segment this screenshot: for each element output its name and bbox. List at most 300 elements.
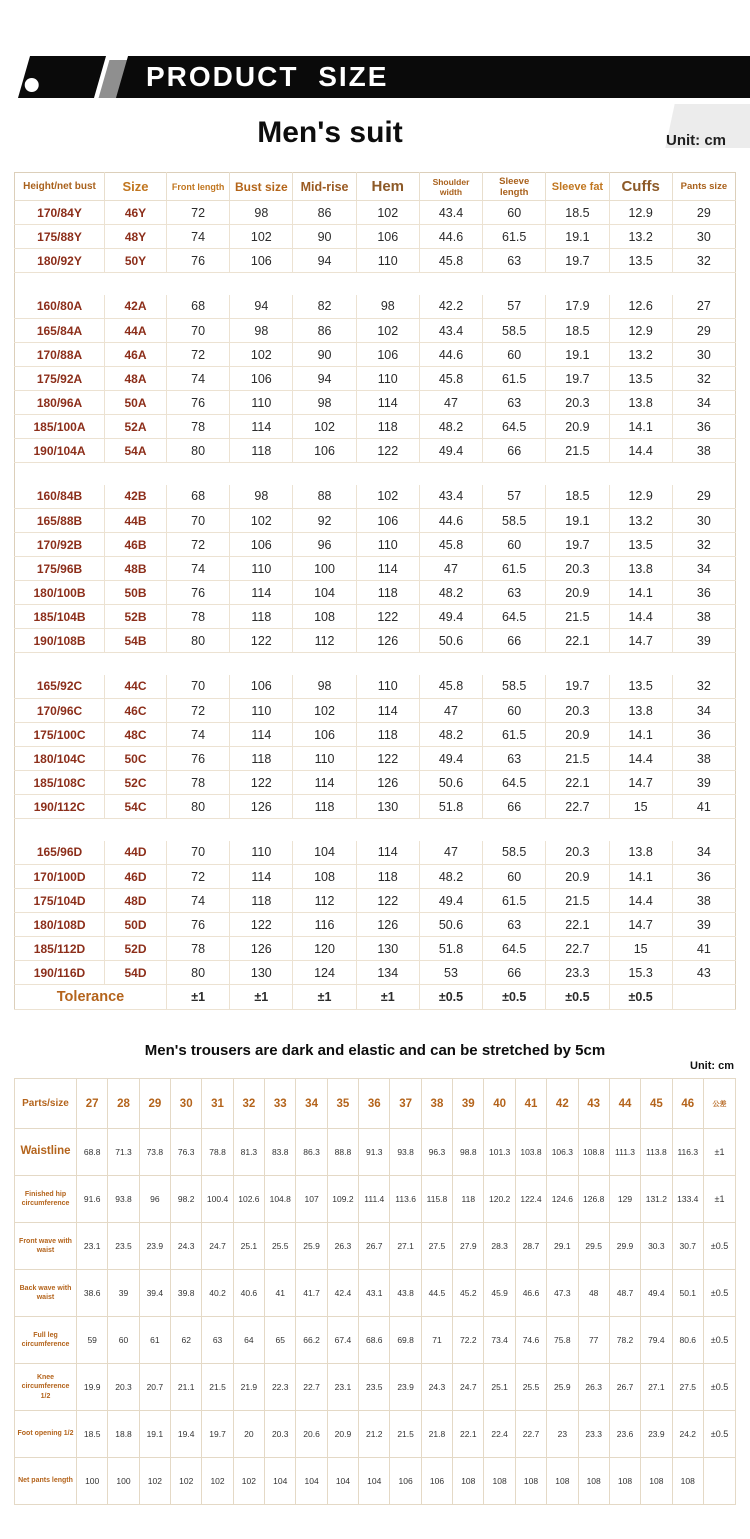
measure-value-cell: 78.2	[609, 1317, 640, 1364]
value-cell: 64.5	[483, 605, 546, 629]
value-cell: 20.3	[546, 557, 609, 581]
size-cell: 50A	[105, 391, 167, 415]
value-cell: 74	[167, 367, 230, 391]
value-cell: 58.5	[483, 841, 546, 865]
height-bust-cell: 170/100D	[15, 865, 105, 889]
suit-size-row	[15, 249, 736, 273]
tolerance-value-cell: ±1	[230, 985, 293, 1010]
suit-size-row	[15, 201, 736, 225]
value-cell: 34	[672, 841, 735, 865]
value-cell: 98	[230, 201, 293, 225]
value-cell: 20.9	[546, 723, 609, 747]
measure-value-cell: 126.8	[578, 1176, 609, 1223]
measure-row-label: Foot opening 1/2	[15, 1411, 77, 1458]
size-cell: 54C	[105, 795, 167, 819]
measure-value-cell: 108.8	[578, 1129, 609, 1176]
measure-value-cell: 101.3	[484, 1129, 515, 1176]
value-cell: 39	[672, 771, 735, 795]
measure-value-cell: 100	[108, 1458, 139, 1505]
trousers-measure-row	[15, 1129, 736, 1176]
value-cell: 102	[230, 343, 293, 367]
measure-value-cell: 63	[202, 1317, 233, 1364]
value-cell: 80	[167, 795, 230, 819]
suit-size-row	[15, 889, 736, 913]
measure-value-cell: 21.8	[421, 1411, 452, 1458]
group-spacer-row	[15, 819, 736, 841]
height-bust-cell: 175/96B	[15, 557, 105, 581]
measure-value-cell: 27.5	[421, 1223, 452, 1270]
value-cell: 18.5	[546, 485, 609, 509]
value-cell: 13.5	[609, 675, 672, 699]
value-cell: 122	[230, 771, 293, 795]
height-bust-cell: 160/84B	[15, 485, 105, 509]
value-cell: 104	[293, 581, 356, 605]
value-cell: 118	[230, 889, 293, 913]
size-cell: 52B	[105, 605, 167, 629]
suit-size-row	[15, 961, 736, 985]
measure-value-cell: 79.4	[641, 1317, 672, 1364]
value-cell: 36	[672, 415, 735, 439]
trousers-measure-row	[15, 1176, 736, 1223]
measure-row-label: Knee circumference 1/2	[15, 1364, 77, 1411]
measure-value-cell: 23.3	[578, 1411, 609, 1458]
suit-size-row	[15, 913, 736, 937]
height-bust-cell: 170/96C	[15, 699, 105, 723]
value-cell: 48.2	[419, 581, 482, 605]
measure-value-cell: 102	[233, 1458, 264, 1505]
value-cell: 64.5	[483, 771, 546, 795]
size-cell: 42B	[105, 485, 167, 509]
value-cell: 78	[167, 937, 230, 961]
value-cell: 61.5	[483, 889, 546, 913]
size-column-header: 34	[296, 1079, 327, 1129]
size-column-header: 30	[171, 1079, 202, 1129]
measure-value-cell: 19.4	[171, 1411, 202, 1458]
height-bust-cell: 180/104C	[15, 747, 105, 771]
suit-size-row	[15, 841, 736, 865]
value-cell: 76	[167, 913, 230, 937]
measure-value-cell: 23.9	[390, 1364, 421, 1411]
value-cell: 63	[483, 913, 546, 937]
value-cell: 32	[672, 533, 735, 557]
measure-value-cell: 78.8	[202, 1129, 233, 1176]
value-cell: 122	[356, 605, 419, 629]
measure-value-cell: 22.7	[515, 1411, 546, 1458]
value-cell: 108	[293, 865, 356, 889]
suit-size-row	[15, 367, 736, 391]
measure-value-cell: 103.8	[515, 1129, 546, 1176]
measure-value-cell: 27.1	[641, 1364, 672, 1411]
value-cell: 122	[356, 747, 419, 771]
value-cell: 29	[672, 319, 735, 343]
measure-value-cell: 76.3	[171, 1129, 202, 1176]
value-cell: 14.1	[609, 581, 672, 605]
value-cell: 30	[672, 343, 735, 367]
value-cell: 13.2	[609, 225, 672, 249]
value-cell: 78	[167, 605, 230, 629]
value-cell: 114	[356, 699, 419, 723]
measure-value-cell: 74.6	[515, 1317, 546, 1364]
value-cell: 114	[356, 841, 419, 865]
measure-value-cell: 67.4	[327, 1317, 358, 1364]
measure-value-cell: 116.3	[672, 1129, 703, 1176]
value-cell: 12.6	[609, 295, 672, 319]
measure-value-cell: 21.1	[171, 1364, 202, 1411]
value-cell: 13.8	[609, 557, 672, 581]
measure-value-cell: 41.7	[296, 1270, 327, 1317]
measure-value-cell: 104.8	[265, 1176, 296, 1223]
value-cell: 47	[419, 841, 482, 865]
height-bust-cell: 190/116D	[15, 961, 105, 985]
value-cell: 21.5	[546, 747, 609, 771]
measure-value-cell: 133.4	[672, 1176, 703, 1223]
value-cell: 50.6	[419, 771, 482, 795]
value-cell: 12.9	[609, 201, 672, 225]
suit-size-row	[15, 865, 736, 889]
value-cell: 14.4	[609, 747, 672, 771]
tolerance-value-cell: ±1	[293, 985, 356, 1010]
measure-value-cell: 98.8	[453, 1129, 484, 1176]
measure-value-cell: 19.9	[77, 1364, 108, 1411]
suit-column-header: Front length	[167, 173, 230, 201]
value-cell: 63	[483, 249, 546, 273]
suit-size-row	[15, 343, 736, 367]
size-column-header: 46	[672, 1079, 703, 1129]
tolerance-value-cell: ±1	[356, 985, 419, 1010]
value-cell: 92	[293, 509, 356, 533]
measure-value-cell: 108	[641, 1458, 672, 1505]
measure-value-cell: 38.6	[77, 1270, 108, 1317]
measure-row-label: Finished hip circumference	[15, 1176, 77, 1223]
value-cell: 112	[293, 889, 356, 913]
tolerance-value-cell: ±0.5	[483, 985, 546, 1010]
value-cell: 20.9	[546, 865, 609, 889]
measure-value-cell: 29.9	[609, 1223, 640, 1270]
measure-value-cell: 43.1	[359, 1270, 390, 1317]
tolerance-value-cell: ±0.5	[609, 985, 672, 1010]
suit-header-row	[15, 173, 736, 201]
trousers-table-body	[15, 1129, 736, 1505]
measure-value-cell: 81.3	[233, 1129, 264, 1176]
measure-value-cell: 28.3	[484, 1223, 515, 1270]
value-cell: 126	[356, 629, 419, 653]
measure-value-cell: 24.3	[171, 1223, 202, 1270]
size-cell: 48B	[105, 557, 167, 581]
value-cell: 32	[672, 249, 735, 273]
value-cell: 126	[230, 937, 293, 961]
value-cell: 18.5	[546, 201, 609, 225]
value-cell: 64.5	[483, 937, 546, 961]
value-cell: 15.3	[609, 961, 672, 985]
height-bust-cell: 170/84Y	[15, 201, 105, 225]
value-cell: 124	[293, 961, 356, 985]
height-bust-cell: 175/92A	[15, 367, 105, 391]
value-cell: 98	[356, 295, 419, 319]
value-cell: 45.8	[419, 249, 482, 273]
value-cell: 44.6	[419, 225, 482, 249]
suit-size-row	[15, 723, 736, 747]
suit-table-body	[15, 201, 736, 1010]
measure-value-cell: 25.9	[547, 1364, 578, 1411]
value-cell: 20.9	[546, 415, 609, 439]
measure-value-cell: 27.5	[672, 1364, 703, 1411]
height-bust-cell: 185/108C	[15, 771, 105, 795]
value-cell: 34	[672, 699, 735, 723]
suit-size-row	[15, 225, 736, 249]
value-cell: 118	[356, 723, 419, 747]
value-cell: 43.4	[419, 485, 482, 509]
measure-value-cell: 62	[171, 1317, 202, 1364]
size-cell: 54A	[105, 439, 167, 463]
measure-value-cell: 108	[547, 1458, 578, 1505]
value-cell: 53	[419, 961, 482, 985]
value-cell: 22.1	[546, 629, 609, 653]
measure-value-cell: 29.5	[578, 1223, 609, 1270]
value-cell: 45.8	[419, 675, 482, 699]
measure-value-cell: 108	[672, 1458, 703, 1505]
measure-value-cell: 122.4	[515, 1176, 546, 1223]
measure-value-cell: 20.6	[296, 1411, 327, 1458]
value-cell: 74	[167, 225, 230, 249]
measure-value-cell: 30.7	[672, 1223, 703, 1270]
value-cell: 130	[356, 795, 419, 819]
value-cell: 98	[230, 319, 293, 343]
measure-value-cell: 100.4	[202, 1176, 233, 1223]
value-cell: 118	[356, 865, 419, 889]
value-cell: 114	[356, 391, 419, 415]
measure-value-cell: 108	[453, 1458, 484, 1505]
value-cell: 110	[230, 841, 293, 865]
value-cell: 14.4	[609, 605, 672, 629]
tolerance-value-cell: ±0.5	[704, 1317, 736, 1364]
value-cell: 61.5	[483, 367, 546, 391]
value-cell: 68	[167, 295, 230, 319]
measure-value-cell: 111.4	[359, 1176, 390, 1223]
measure-value-cell: 113.6	[390, 1176, 421, 1223]
measure-value-cell: 19.1	[139, 1411, 170, 1458]
trousers-size-table	[14, 1078, 736, 1505]
measure-value-cell: 26.7	[609, 1364, 640, 1411]
value-cell: 44.6	[419, 343, 482, 367]
trousers-measure-row	[15, 1270, 736, 1317]
value-cell: 22.1	[546, 913, 609, 937]
value-cell: 51.8	[419, 795, 482, 819]
value-cell: 22.7	[546, 795, 609, 819]
tolerance-value-cell: ±0.5	[704, 1270, 736, 1317]
value-cell: 118	[293, 795, 356, 819]
measure-value-cell: 45.2	[453, 1270, 484, 1317]
value-cell: 48.2	[419, 865, 482, 889]
value-cell: 58.5	[483, 509, 546, 533]
value-cell: 122	[230, 629, 293, 653]
size-column-header: 42	[547, 1079, 578, 1129]
value-cell: 76	[167, 747, 230, 771]
suit-size-row	[15, 439, 736, 463]
measure-value-cell: 24.7	[453, 1364, 484, 1411]
measure-value-cell: 30.3	[641, 1223, 672, 1270]
value-cell: 17.9	[546, 295, 609, 319]
measure-value-cell: 27.1	[390, 1223, 421, 1270]
value-cell: 78	[167, 415, 230, 439]
height-bust-cell: 185/104B	[15, 605, 105, 629]
size-cell: 52D	[105, 937, 167, 961]
value-cell: 58.5	[483, 675, 546, 699]
measure-value-cell: 40.6	[233, 1270, 264, 1317]
height-bust-cell: 170/88A	[15, 343, 105, 367]
measure-value-cell: 68.6	[359, 1317, 390, 1364]
suit-column-header: Cuffs	[609, 173, 672, 201]
value-cell: 118	[356, 581, 419, 605]
trousers-note: Men's trousers are dark and elastic and can be stretched by 5cm	[144, 1042, 606, 1059]
measure-value-cell: 26.3	[327, 1223, 358, 1270]
size-cell: 54B	[105, 629, 167, 653]
size-column-header: 45	[641, 1079, 672, 1129]
value-cell: 66	[483, 629, 546, 653]
value-cell: 49.4	[419, 605, 482, 629]
value-cell: 39	[672, 629, 735, 653]
measure-value-cell: 60	[108, 1317, 139, 1364]
value-cell: 106	[356, 225, 419, 249]
value-cell: 114	[230, 581, 293, 605]
value-cell: 60	[483, 865, 546, 889]
suit-size-table	[14, 172, 736, 1010]
measure-value-cell: 20.9	[327, 1411, 358, 1458]
suit-column-header: Hem	[356, 173, 419, 201]
value-cell: 106	[230, 675, 293, 699]
height-bust-cell: 175/104D	[15, 889, 105, 913]
measure-value-cell: 39.8	[171, 1270, 202, 1317]
measure-value-cell: 22.1	[453, 1411, 484, 1458]
measure-value-cell: 19.7	[202, 1411, 233, 1458]
value-cell: 118	[230, 747, 293, 771]
measure-value-cell: 108	[484, 1458, 515, 1505]
measure-value-cell: 25.5	[265, 1223, 296, 1270]
measure-value-cell: 93.8	[390, 1129, 421, 1176]
group-spacer-cell	[15, 653, 736, 675]
value-cell: 14.1	[609, 865, 672, 889]
measure-value-cell: 88.8	[327, 1129, 358, 1176]
size-cell: 46Y	[105, 201, 167, 225]
value-cell: 68	[167, 485, 230, 509]
value-cell: 19.7	[546, 533, 609, 557]
value-cell: 102	[293, 415, 356, 439]
value-cell: 70	[167, 841, 230, 865]
height-bust-cell: 165/92C	[15, 675, 105, 699]
size-column-header: 39	[453, 1079, 484, 1129]
value-cell: 63	[483, 391, 546, 415]
measure-value-cell: 20.7	[139, 1364, 170, 1411]
measure-value-cell: 104	[327, 1458, 358, 1505]
value-cell: 72	[167, 699, 230, 723]
size-cell: 44B	[105, 509, 167, 533]
measure-value-cell: 77	[578, 1317, 609, 1364]
value-cell: 106	[230, 533, 293, 557]
height-bust-cell: 190/112C	[15, 795, 105, 819]
value-cell: 114	[356, 557, 419, 581]
value-cell: 126	[356, 913, 419, 937]
height-bust-cell: 175/100C	[15, 723, 105, 747]
measure-value-cell: 25.1	[233, 1223, 264, 1270]
value-cell: 27	[672, 295, 735, 319]
measure-value-cell: 18.5	[77, 1411, 108, 1458]
value-cell: 106	[293, 439, 356, 463]
value-cell: 74	[167, 723, 230, 747]
measure-value-cell: 83.8	[265, 1129, 296, 1176]
size-column-header: 43	[578, 1079, 609, 1129]
size-cell: 48A	[105, 367, 167, 391]
height-bust-cell: 165/96D	[15, 841, 105, 865]
value-cell: 13.8	[609, 699, 672, 723]
title-row	[0, 110, 750, 162]
value-cell: 72	[167, 343, 230, 367]
size-column-header: 32	[233, 1079, 264, 1129]
value-cell: 38	[672, 439, 735, 463]
suit-size-row	[15, 747, 736, 771]
height-bust-cell: 185/100A	[15, 415, 105, 439]
value-cell: 60	[483, 201, 546, 225]
group-spacer-cell	[15, 463, 736, 485]
measure-value-cell: 39	[108, 1270, 139, 1317]
value-cell: 110	[356, 675, 419, 699]
measure-row-label: Front wave with waist	[15, 1223, 77, 1270]
measure-value-cell: 106	[421, 1458, 452, 1505]
value-cell: 22.1	[546, 771, 609, 795]
suit-size-row	[15, 795, 736, 819]
value-cell: 118	[356, 415, 419, 439]
value-cell: 29	[672, 201, 735, 225]
value-cell: 30	[672, 225, 735, 249]
page-title: Men's suit	[257, 116, 403, 149]
value-cell: 98	[230, 485, 293, 509]
measure-value-cell: 22.3	[265, 1364, 296, 1411]
suit-size-row	[15, 629, 736, 653]
value-cell: 106	[356, 509, 419, 533]
measure-value-cell: 73.8	[139, 1129, 170, 1176]
measure-value-cell: 108	[578, 1458, 609, 1505]
measure-value-cell: 108	[515, 1458, 546, 1505]
measure-value-cell: 104	[359, 1458, 390, 1505]
value-cell: 104	[293, 841, 356, 865]
measure-row-label: Back wave with waist	[15, 1270, 77, 1317]
value-cell: 50.6	[419, 629, 482, 653]
measure-value-cell: 25.9	[296, 1223, 327, 1270]
size-cell: 52C	[105, 771, 167, 795]
banner-dot-icon	[25, 78, 39, 92]
suit-size-row	[15, 391, 736, 415]
size-cell: 46A	[105, 343, 167, 367]
value-cell: 66	[483, 961, 546, 985]
size-cell: 50D	[105, 913, 167, 937]
value-cell: 102	[293, 699, 356, 723]
measure-value-cell: 61	[139, 1317, 170, 1364]
measure-value-cell: 46.6	[515, 1270, 546, 1317]
value-cell: 48.2	[419, 415, 482, 439]
size-cell: 46C	[105, 699, 167, 723]
value-cell: 44.6	[419, 509, 482, 533]
suit-size-row	[15, 937, 736, 961]
value-cell: 76	[167, 391, 230, 415]
value-cell: 19.7	[546, 249, 609, 273]
value-cell: 13.8	[609, 391, 672, 415]
value-cell: 86	[293, 319, 356, 343]
suit-column-header: Pants size	[672, 173, 735, 201]
value-cell: 102	[356, 201, 419, 225]
value-cell: 106	[356, 343, 419, 367]
measure-value-cell: 41	[265, 1270, 296, 1317]
measure-value-cell: 118	[453, 1176, 484, 1223]
product-size-banner	[0, 56, 750, 98]
value-cell: 20.9	[546, 581, 609, 605]
